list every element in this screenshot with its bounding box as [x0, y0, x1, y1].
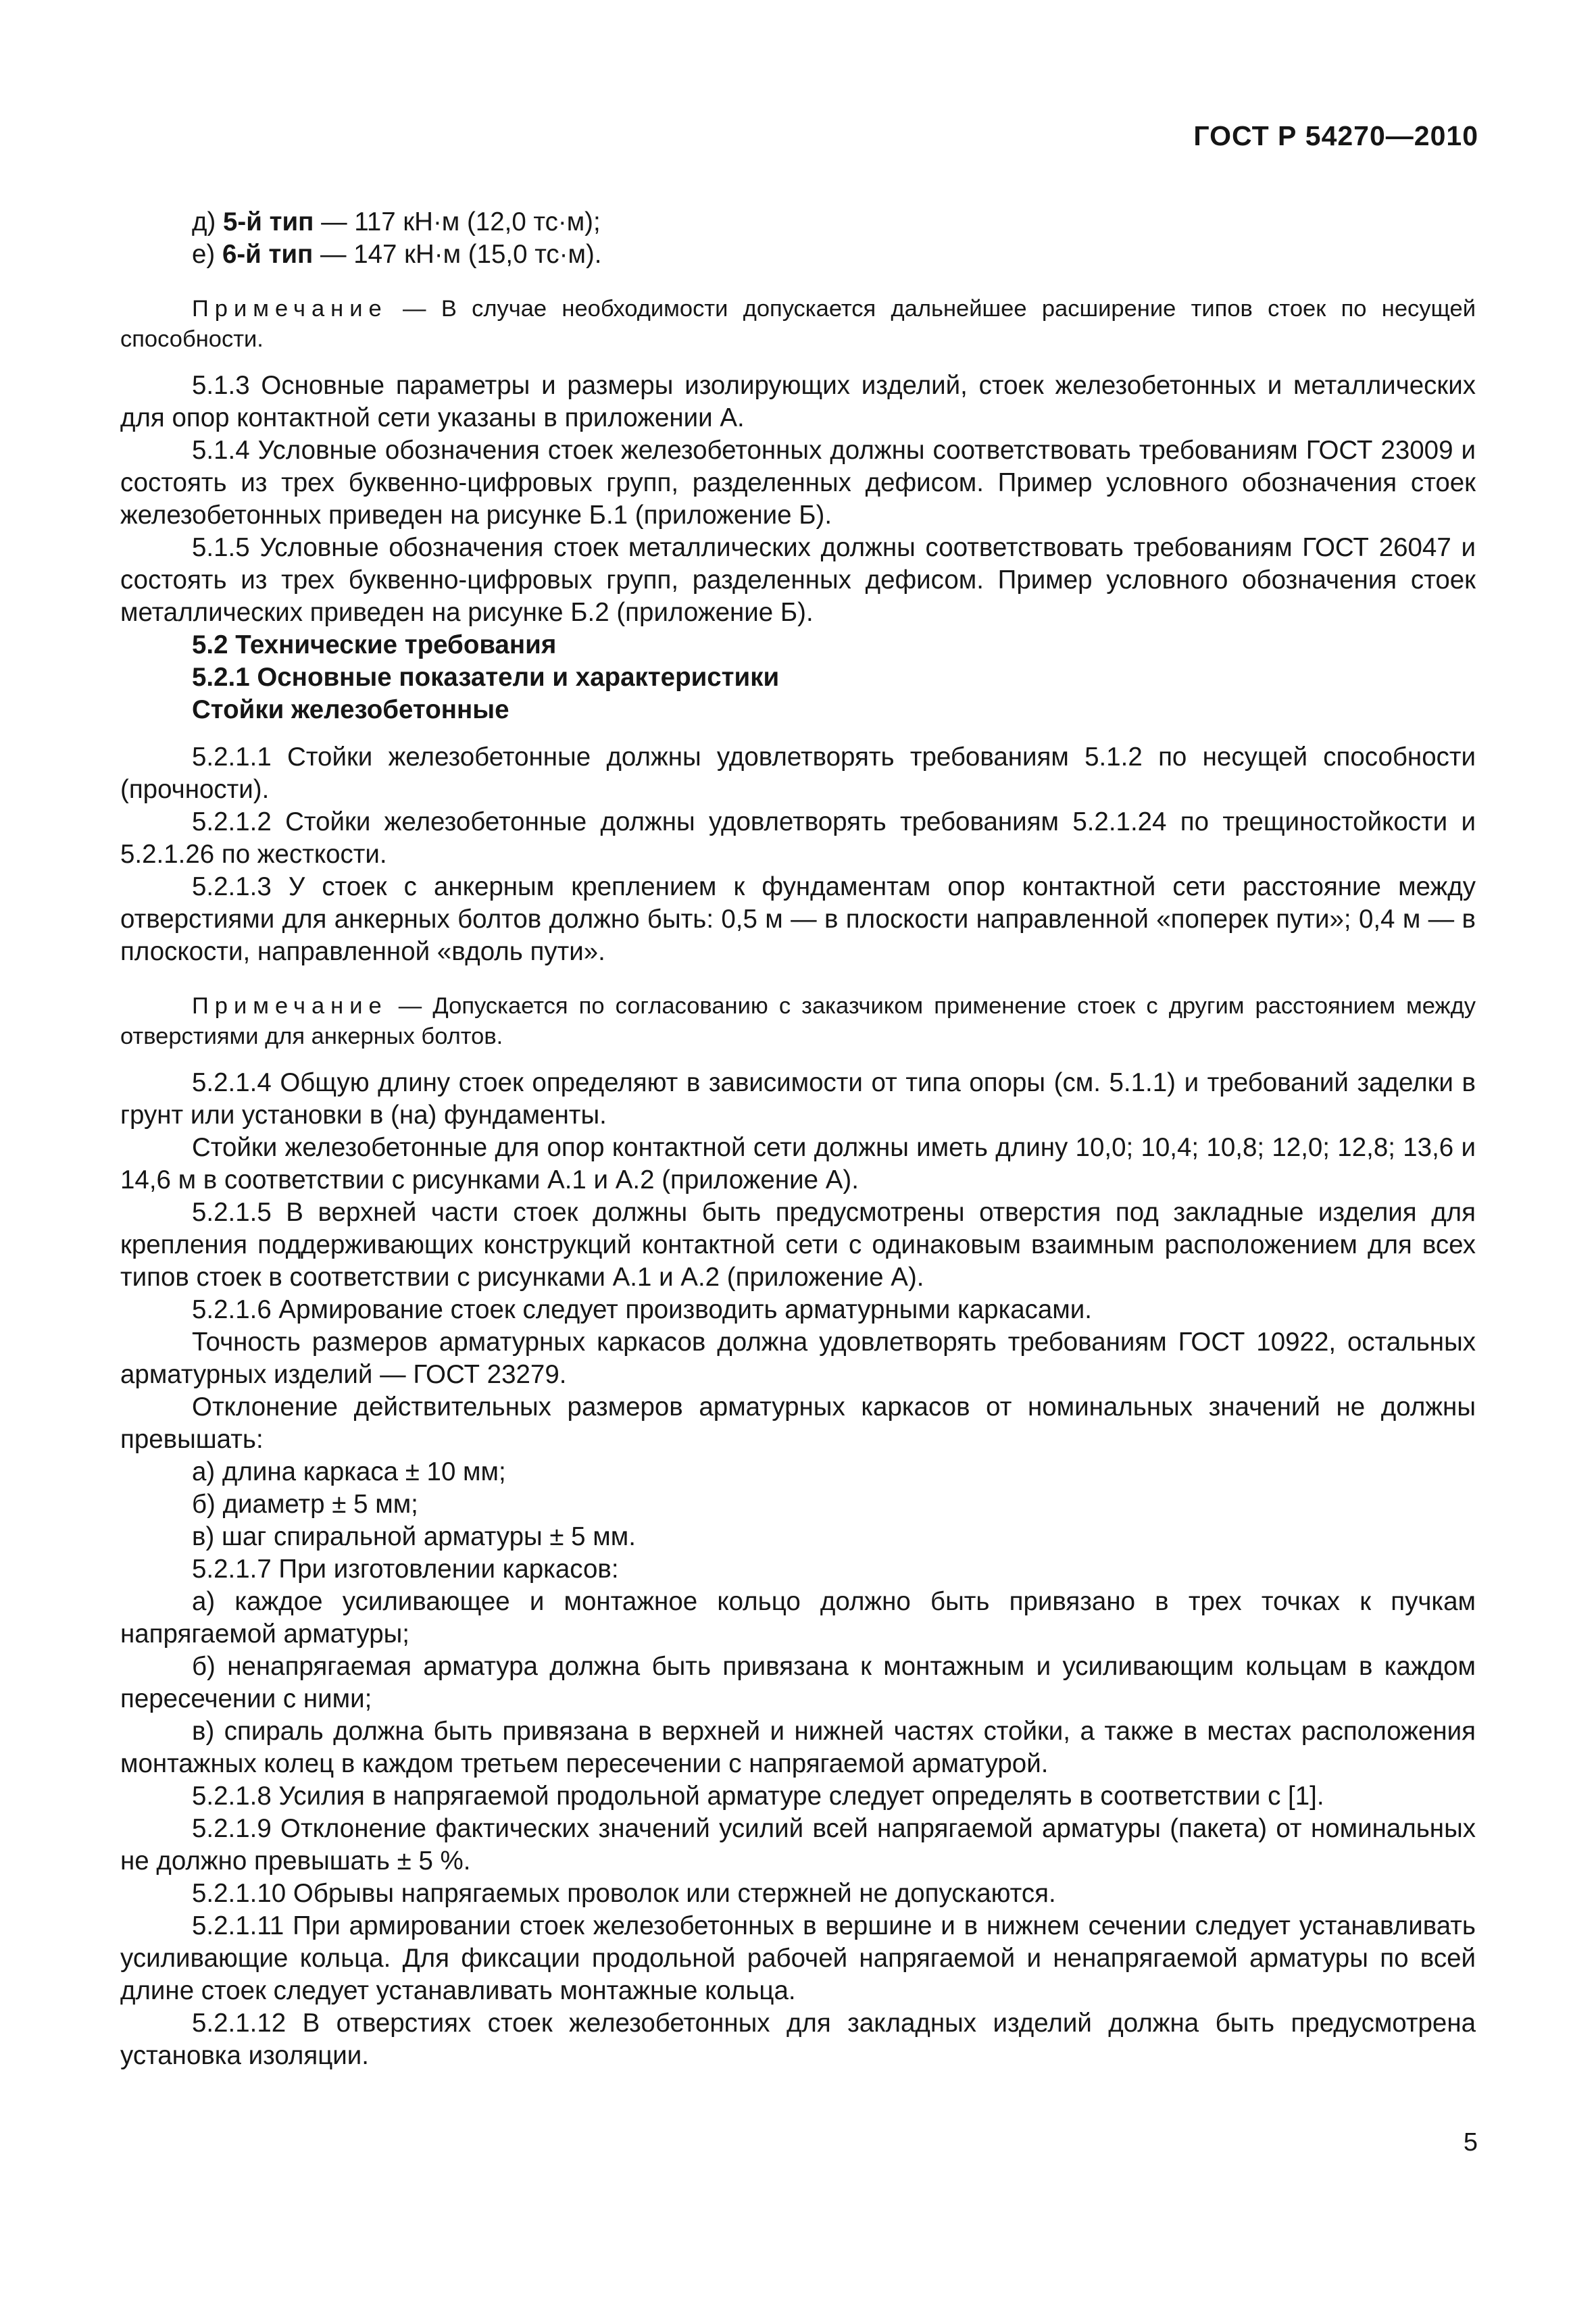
- note-2: Примечание — Допускается по согласованию с заказчиком применение стоек с другим расстоянием между отверстиями для анкерных болтов.: [120, 993, 1476, 1049]
- paragraph-5-2-1-2: 5.2.1.2 Стойки железобетонные должны удовлетворять требованиям 5.2.1.24 по трещиностойкости и 5.2.1.26 по жесткости.: [120, 807, 1476, 869]
- paragraph-5-1-3: 5.1.3 Основные параметры и размеры изолирующих изделий, стоек железобетонных и металлических для опор контактной сети указаны в приложении А.: [120, 371, 1476, 432]
- list-item-type-5: д) 5-й тип — 117 кН·м (12,0 тс·м);: [192, 207, 601, 236]
- paragraph-5-2-1-1: 5.2.1.1 Стойки железобетонные должны удовлетворять требованиям 5.1.2 по несущей способности (прочности).: [120, 743, 1476, 804]
- paragraph-5-2-1-12: 5.2.1.12 В отверстиях стоек железобетонных для закладных изделий должна быть предусмотрена установка изоляции.: [120, 2009, 1476, 2070]
- paragraph-length: Стойки железобетонные для опор контактной сети должны иметь длину 10,0; 10,4; 10,8; 12,0; 12,8; 13,6 и 14,6 м в соответствии с рисунками А.1 и А.2 (приложение А).: [120, 1133, 1476, 1194]
- heading-5-2-1: 5.2.1 Основные показатели и характеристики: [192, 663, 780, 692]
- page-number: 5: [1463, 2128, 1478, 2157]
- fabrication-item: в) спираль должна быть привязана в верхней и нижней частях стойки, а также в местах расположения монтажных колец в каждом третьем пересечении с напрягаемой арматурой.: [120, 1717, 1476, 1778]
- heading-stoiki: Стойки железобетонные: [192, 695, 509, 724]
- paragraph-5-1-5: 5.1.5 Условные обозначения стоек металлических должны соответствовать требованиям ГОСТ 26047 и состоять из трех буквенно-цифровых групп, разделенных дефисом. Пример условного обозначения стоек металлических приведен на рисунке Б.2 (приложение Б).: [120, 533, 1476, 627]
- list-item-type-6: е) 6-й тип — 147 кН·м (15,0 тс·м).: [192, 240, 602, 269]
- paragraph-5-2-1-3: 5.2.1.3 У стоек с анкерным креплением к фундаментам опор контактной сети расстояние между отверстиями для анкерных болтов должно быть: 0,5 м — в плоскости направленной «поперек пути»; 0,4 м — в плоскости, направленной «вдоль пути».: [120, 872, 1476, 966]
- fabrication-item: б) ненапрягаемая арматура должна быть привязана к монтажным и усиливающим кольцам в каждом пересечении с ними;: [120, 1652, 1476, 1713]
- paragraph-5-2-1-11: 5.2.1.11 При армировании стоек железобетонных в вершине и в нижнем сечении следует устанавливать усиливающие кольца. Для фиксации продольной рабочей напрягаемой и ненапрягаемой арматуры по всей длине стоек следует устанавливать монтажные кольца.: [120, 1911, 1476, 2005]
- tolerance-item: а) длина каркаса ± 10 мм;: [192, 1457, 506, 1486]
- tolerance-item: в) шаг спиральной арматуры ± 5 мм.: [192, 1522, 636, 1551]
- paragraph-5-2-1-4: 5.2.1.4 Общую длину стоек определяют в зависимости от типа опоры (см. 5.1.1) и требований заделки в грунт или установки в (на) фундаменты.: [120, 1068, 1476, 1130]
- document-body: [120, 206, 1476, 2072]
- note-1: Примечание — В случае необходимости допускается дальнейшее расширение типов стоек по несущей способности.: [120, 296, 1476, 352]
- paragraph-5-2-1-5: 5.2.1.5 В верхней части стоек должны быть предусмотрены отверстия под закладные изделия для крепления поддерживающих конструкций контактной сети с одинаковым взаимным расположением для всех типов стоек в соответствии с рисунками А.1 и А.2 (приложение А).: [120, 1198, 1476, 1292]
- document-header: ГОСТ Р 54270—2010: [1193, 120, 1478, 151]
- paragraph-5-2-1-9: 5.2.1.9 Отклонение фактических значений усилий всей напрягаемой арматуры (пакета) от номинальных не должно превышать ± 5 %.: [120, 1814, 1476, 1876]
- fabrication-item: а) каждое усиливающее и монтажное кольцо должно быть привязано в трех точках к пучкам напрягаемой арматуры;: [120, 1587, 1476, 1649]
- paragraph-deviation: Отклонение действительных размеров арматурных каркасов от номинальных значений не должны превышать:: [120, 1392, 1476, 1454]
- paragraph-accuracy: Точность размеров арматурных каркасов должна удовлетворять требованиям ГОСТ 10922, остальных арматурных изделий — ГОСТ 23279.: [120, 1328, 1476, 1389]
- paragraph-5-2-1-10: 5.2.1.10 Обрывы напрягаемых проволок или стержней не допускаются.: [192, 1879, 1056, 1908]
- paragraph-5-2-1-8: 5.2.1.8 Усилия в напрягаемой продольной арматуре следует определять в соответствии с [1].: [192, 1782, 1324, 1811]
- heading-5-2: 5.2 Технические требования: [192, 630, 557, 659]
- paragraph-5-2-1-6: 5.2.1.6 Армирование стоек следует производить арматурными каркасами.: [192, 1295, 1092, 1324]
- paragraph-5-2-1-7: 5.2.1.7 При изготовлении каркасов:: [192, 1555, 619, 1584]
- tolerance-item: б) диаметр ± 5 мм;: [192, 1490, 418, 1519]
- paragraph-5-1-4: 5.1.4 Условные обозначения стоек железобетонных должны соответствовать требованиям ГОСТ 23009 и состоять из трех буквенно-цифровых групп, разделенных дефисом. Пример условного обозначения стоек железобетонных приведен на рисунке Б.1 (приложение Б).: [120, 436, 1476, 530]
